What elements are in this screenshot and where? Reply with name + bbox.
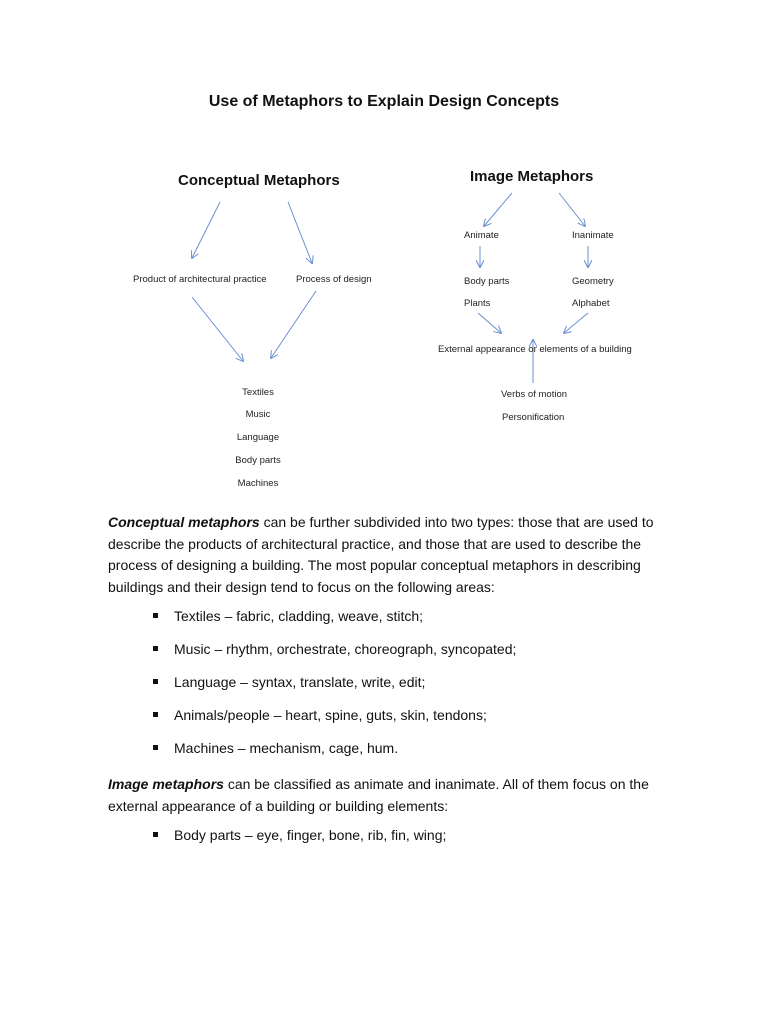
arrow-conceptual-to-process bbox=[288, 202, 312, 263]
image-areas-list bbox=[152, 825, 446, 858]
target-language: Language bbox=[236, 432, 280, 443]
paragraph-line: can be further subdivided into two types: those that are used to bbox=[259, 514, 654, 530]
list-item: Body parts – eye, finger, bone, rib, fin, wing; bbox=[152, 825, 446, 858]
list-item: Animals/people – heart, spine, guts, skin, tendons; bbox=[152, 705, 516, 738]
result-node: External appearance or elements of a building bbox=[438, 344, 632, 355]
diagram-arrows bbox=[0, 0, 768, 500]
animate-item-plants: Plants bbox=[464, 298, 491, 309]
arrow-image-to-animate bbox=[484, 193, 512, 226]
paragraph-line: external appearance of a building or building elements: bbox=[108, 797, 449, 814]
process-node: Process of design bbox=[296, 274, 372, 285]
target-music: Music bbox=[245, 409, 271, 420]
animate-item-body-parts: Body parts bbox=[464, 276, 510, 287]
metaphor-diagram bbox=[0, 0, 768, 500]
paragraph-line: describe the products of architectural practice, and those that are used to describe the bbox=[108, 535, 642, 552]
arrow-plants-to-result bbox=[478, 313, 501, 333]
target-body-parts: Body parts bbox=[235, 455, 281, 466]
animate-node: Animate bbox=[464, 230, 499, 241]
paragraph-image bbox=[108, 774, 668, 817]
page-title: Use of Metaphors to Explain Design Concepts bbox=[208, 93, 560, 110]
arrow-product-to-targets bbox=[192, 297, 243, 361]
paragraph-line: process of designing a building. The most popular conceptual metaphors in describing bbox=[108, 557, 641, 573]
inanimate-node: Inanimate bbox=[572, 230, 614, 241]
term-image-metaphors: Image metaphors bbox=[108, 776, 224, 792]
source-verbs-of-motion: Verbs of motion bbox=[501, 389, 568, 400]
arrow-conceptual-to-product bbox=[192, 202, 220, 258]
list-item: Machines – mechanism, cage, hum. bbox=[152, 738, 516, 771]
arrow-process-to-targets bbox=[271, 291, 316, 358]
target-machines: Machines bbox=[237, 478, 279, 489]
paragraph-conceptual bbox=[108, 512, 668, 598]
paragraph-line: can be classified as animate and inanimate. All of them focus on the bbox=[223, 776, 649, 792]
conceptual-areas-list bbox=[152, 606, 516, 771]
inanimate-item-alphabet: Alphabet bbox=[572, 298, 610, 309]
target-textiles: Textiles bbox=[242, 387, 274, 398]
list-item: Music – rhythm, orchestrate, choreograph, syncopated; bbox=[152, 639, 516, 672]
image-heading: Image Metaphors bbox=[470, 168, 594, 185]
list-item: Language – syntax, translate, write, edit; bbox=[152, 672, 516, 705]
conceptual-heading: Conceptual Metaphors bbox=[178, 172, 340, 189]
arrow-image-to-inanimate bbox=[559, 193, 585, 226]
product-node: Product of architectural practice bbox=[133, 274, 267, 285]
source-personification: Personification bbox=[502, 412, 565, 423]
list-item: Textiles – fabric, cladding, weave, stitch; bbox=[152, 606, 516, 639]
term-conceptual-metaphors: Conceptual metaphors bbox=[108, 514, 260, 530]
arrow-alphabet-to-result bbox=[564, 313, 588, 333]
paragraph-line: buildings and their design tend to focus on the following areas: bbox=[108, 578, 495, 595]
inanimate-item-geometry: Geometry bbox=[572, 276, 614, 287]
